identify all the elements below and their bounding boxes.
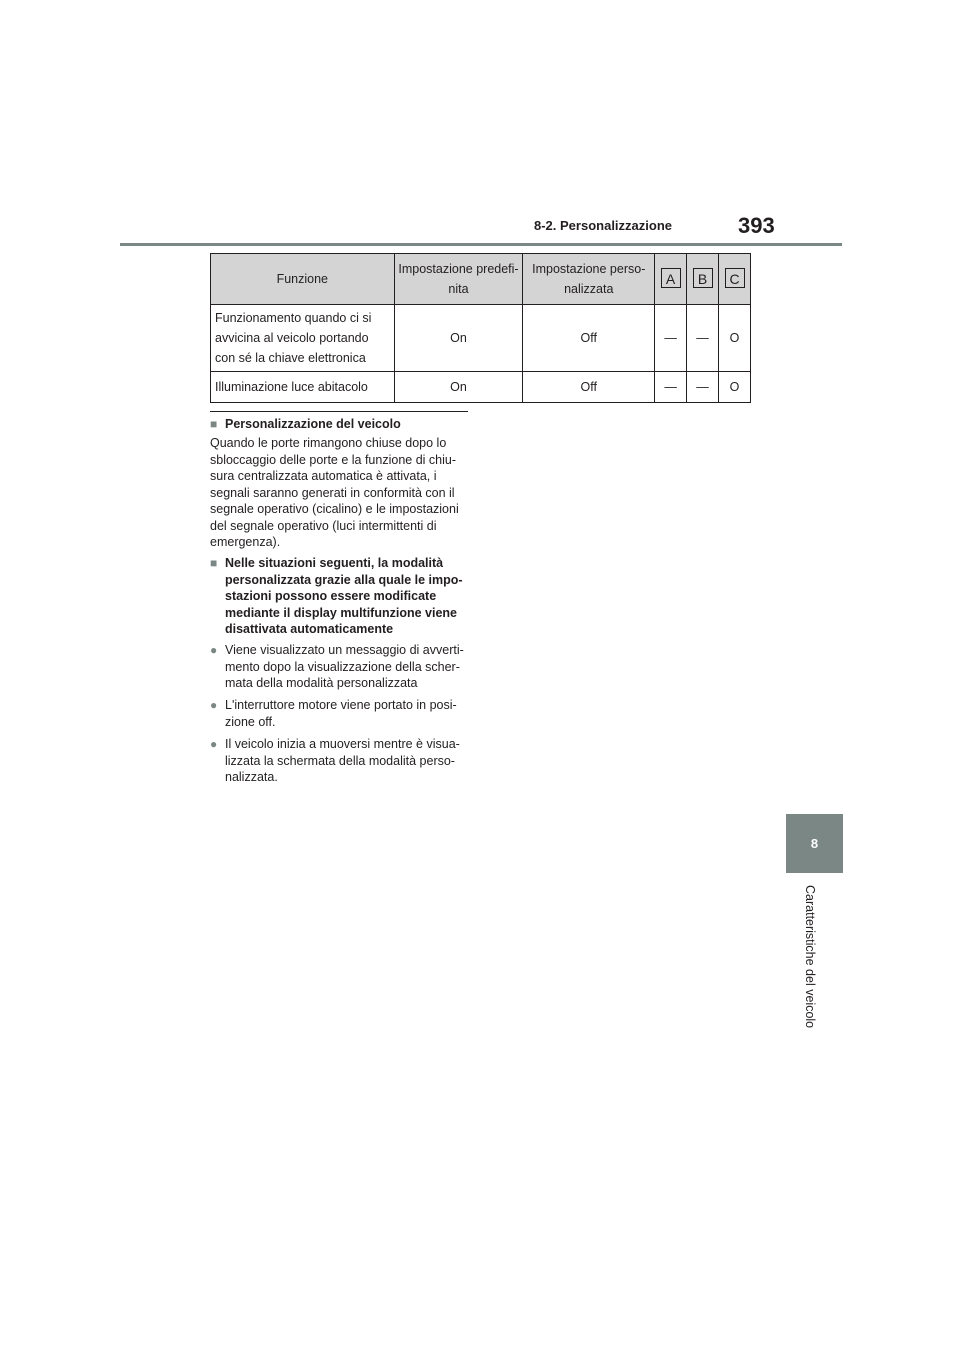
col-b-header — [687, 254, 719, 305]
bullet-line: L'interruttore motore viene portato in posi- — [225, 698, 457, 712]
chapter-title: Caratteristiche del veicolo — [803, 885, 817, 1029]
row-custom: Off — [523, 305, 655, 372]
header-rule — [120, 243, 842, 246]
settings-table — [210, 253, 751, 403]
circle-bullet-icon: ● — [210, 643, 218, 657]
row-function-line: avvicina al veicolo portando — [215, 331, 369, 345]
bullet-line: Viene visualizzato un messaggio di avverti- — [225, 643, 464, 657]
paragraph-line: emergenza). — [210, 535, 281, 549]
col-c-header — [719, 254, 751, 305]
table-row — [211, 372, 751, 403]
row-default: On — [394, 305, 523, 372]
row-a: — — [655, 372, 687, 403]
bullet-item — [210, 642, 472, 692]
row-a: — — [655, 305, 687, 372]
heading-text: Personalizzazione del veicolo — [225, 417, 401, 431]
bullet-line: nalizzata. — [225, 770, 278, 784]
letter-c-icon: C — [725, 268, 745, 288]
circle-bullet-icon: ● — [210, 698, 218, 712]
col-default-header — [394, 254, 523, 305]
circle-bullet-icon: ● — [210, 737, 218, 751]
section-title: 8-2. Personalizzazione — [534, 218, 672, 233]
heading-line: disattivata automaticamente — [225, 622, 394, 636]
row-function — [211, 305, 395, 372]
row-b: — — [687, 372, 719, 403]
bullet-line: zione off. — [225, 714, 276, 729]
table-row — [211, 305, 751, 372]
heading-line: personalizzata grazie alla quale le impo- — [225, 572, 463, 587]
row-c: O — [719, 305, 751, 372]
heading-vehicle-customization — [210, 416, 472, 433]
bullet-line: Il veicolo inizia a muoversi mentre è visua- — [225, 737, 460, 751]
paragraph — [210, 435, 472, 551]
paragraph-line: sbloccaggio delle porte e la funzione di chiu- — [210, 452, 456, 467]
heading-line: stazioni possono essere modificate — [225, 589, 437, 603]
chapter-tab[interactable]: 8 — [786, 814, 843, 873]
heading-situations — [210, 555, 472, 638]
letter-b-icon: B — [693, 268, 713, 288]
bullet-item — [210, 736, 472, 786]
row-b: — — [687, 305, 719, 372]
row-default: On — [394, 372, 523, 403]
bullet-line: mata della modalità personalizzata — [225, 676, 418, 690]
letter-a-icon: A — [661, 268, 681, 288]
col-function-header: Funzione — [211, 254, 395, 305]
bullet-line: mento dopo la visualizzazione della scher- — [225, 659, 460, 674]
heading-line: Nelle situazioni seguenti, la modalità — [225, 556, 444, 570]
paragraph-line: segnali saranno generati in conformità con il — [210, 485, 455, 500]
bullet-item — [210, 697, 472, 730]
col-default-line2: nita — [448, 282, 469, 296]
square-bullet-icon: ■ — [210, 417, 218, 431]
paragraph-line: del segnale operativo (luci intermittenti di — [210, 518, 437, 533]
row-custom: Off — [523, 372, 655, 403]
row-function-line: Funzionamento quando ci si — [215, 311, 372, 325]
heading-line: mediante il display multifunzione viene — [225, 605, 457, 620]
col-custom-line2: nalizzata — [564, 282, 614, 296]
col-default-line1: Impostazione predefi- — [398, 262, 519, 276]
table-header-row — [211, 254, 751, 305]
row-function-line: con sé la chiave elettronica — [215, 351, 366, 365]
row-function — [211, 372, 395, 403]
col-a-header — [655, 254, 687, 305]
paragraph-line: segnale operativo (cicalino) e le impostazioni — [210, 502, 459, 516]
bullet-line: lizzata la schermata della modalità perso- — [225, 753, 455, 768]
paragraph-line: sura centralizzata automatica è attivata, i — [210, 469, 437, 483]
row-function-line: Illuminazione luce abitacolo — [215, 380, 368, 394]
paragraph-line: Quando le porte rimangono chiuse dopo lo — [210, 436, 447, 450]
col-custom-header — [523, 254, 655, 305]
page-number: 393 — [738, 213, 775, 238]
col-custom-line1: Impostazione perso- — [532, 262, 646, 276]
row-c: O — [719, 372, 751, 403]
section-rule — [210, 411, 468, 412]
square-bullet-icon: ■ — [210, 556, 218, 570]
